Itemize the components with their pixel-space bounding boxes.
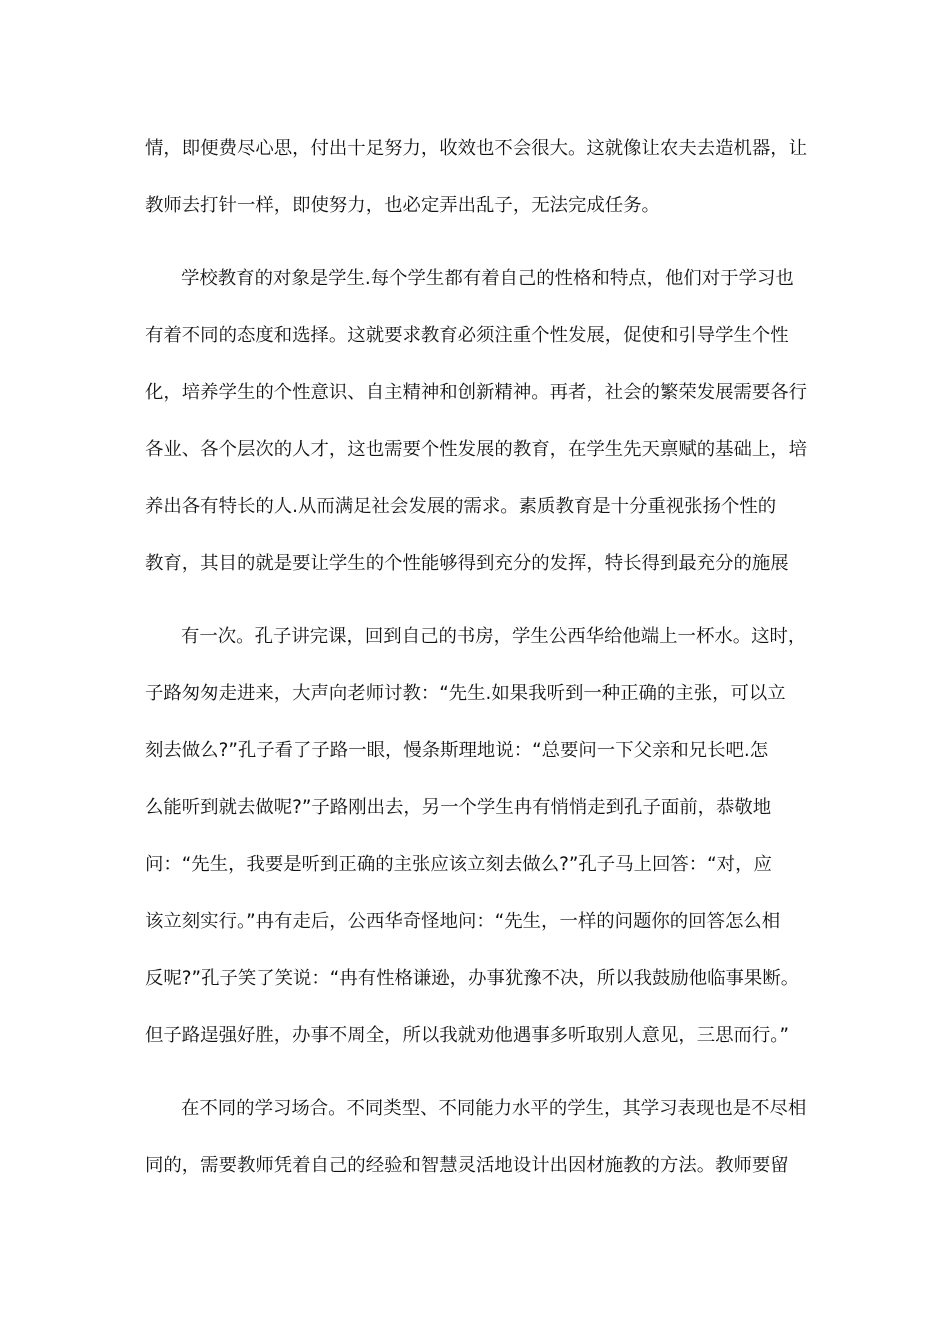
text-line: 各业、各个层次的人才，这也需要个性发展的教育，在学生先天禀赋的基础上，培 — [145, 439, 808, 460]
paragraph-start-line: 学校教育的对象是学生.每个学生都有着自己的性格和特点，他们对于学习也 — [181, 268, 794, 289]
paragraph-start-line: 有一次。孔子讲完课，回到自己的书房，学生公西华给他端上一杯水。这时， — [181, 626, 807, 647]
text-line: 情，即便费尽心思，付出十足努力，收效也不会很大。这就像让农夫去造机器，让 — [145, 138, 808, 159]
text-line: 问：“先生，我要是听到正确的主张应该立刻去做么?”孔子马上回答：“对，应 — [145, 854, 772, 875]
text-line: 教育，其目的就是要让学生的个性能够得到充分的发挥，特长得到最充分的施展 — [145, 553, 789, 574]
text-line: 么能听到就去做呢?”子路刚出去，另一个学生冉有悄悄走到孔子面前，恭敬地 — [145, 797, 772, 818]
text-line: 但子路逞强好胜，办事不周全，所以我就劝他遇事多听取别人意见，三思而行。” — [145, 1025, 790, 1046]
text-line: 刻去做么?”孔子看了子路一眼，慢条斯理地说：“总要问一下父亲和兄长吧.怎 — [145, 740, 769, 761]
paragraph-start-line: 在不同的学习场合。不同类型、不同能力水平的学生，其学习表现也是不尽相 — [181, 1098, 807, 1119]
text-line: 反呢?”孔子笑了笑说：“冉有性格谦逊，办事犹豫不决，所以我鼓励他临事果断。 — [145, 968, 800, 989]
text-line: 养出各有特长的人.从而满足社会发展的需求。素质教育是十分重视张扬个性的 — [145, 496, 777, 517]
text-line: 子路匆匆走进来，大声向老师讨教：“先生.如果我听到一种正确的主张，可以立 — [145, 683, 786, 704]
text-line: 有着不同的态度和选择。这就要求教育必须注重个性发展，促使和引导学生个性 — [145, 325, 789, 346]
text-line: 化，培养学生的个性意识、自主精神和创新精神。再者，社会的繁荣发展需要各行 — [145, 382, 808, 403]
text-line: 同的，需要教师凭着自己的经验和智慧灵活地设计出因材施教的方法。教师要留 — [145, 1155, 789, 1176]
text-line: 该立刻实行。”冉有走后，公西华奇怪地问：“先生，一样的问题你的回答怎么相 — [145, 911, 781, 932]
text-line: 教师去打针一样，即使努力，也必定弄出乱子，无法完成任务。 — [145, 195, 660, 216]
